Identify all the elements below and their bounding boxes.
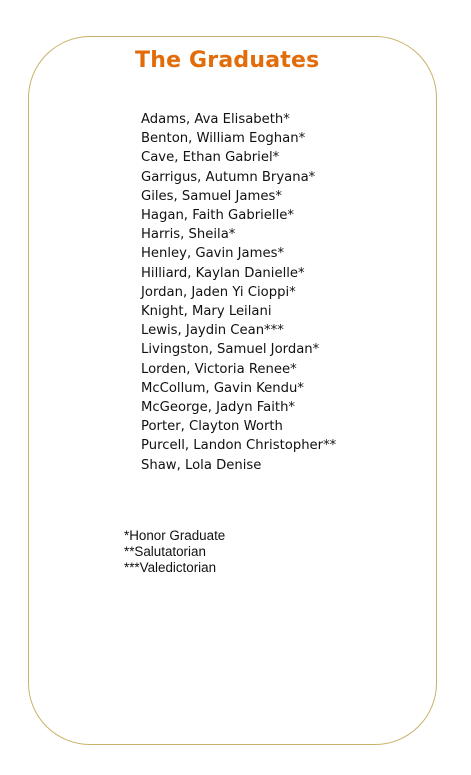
legend-valedictorian: ***Valedictorian: [124, 560, 217, 575]
list-item: Lorden, Victoria Renee*: [141, 361, 297, 377]
list-item: Giles, Samuel James*: [141, 188, 282, 204]
list-item: Shaw, Lola Denise: [141, 457, 262, 473]
list-item: Hagan, Faith Gabrielle*: [141, 208, 294, 224]
list-item: Garrigus, Autumn Bryana*: [141, 169, 316, 185]
legend-honor-graduate: *Honor Graduate: [124, 528, 226, 543]
list-item: Livingston, Samuel Jordan*: [141, 342, 320, 358]
list-item: McGeorge, Jadyn Faith*: [141, 400, 296, 416]
honors-legend: [124, 528, 225, 576]
list-item: Harris, Sheila*: [141, 227, 236, 243]
legend-salutatorian: **Salutatorian: [124, 544, 206, 559]
list-item: Hilliard, Kaylan Danielle*: [141, 265, 305, 281]
list-item: Knight, Mary Leilani: [141, 304, 272, 320]
list-item: Cave, Ethan Gabriel*: [141, 150, 280, 166]
list-item: Jordan, Jaden Yi Cioppi*: [141, 284, 296, 300]
list-item: Purcell, Landon Christopher**: [141, 438, 337, 454]
list-item: Henley, Gavin James*: [141, 246, 285, 262]
list-item: Benton, William Eoghan*: [141, 131, 306, 147]
list-item: Lewis, Jaydin Cean***: [141, 323, 284, 339]
list-item: Adams, Ava Elisabeth*: [141, 112, 290, 127]
page-title: The Graduates: [135, 48, 320, 73]
graduate-list: [141, 110, 336, 475]
list-item: McCollum, Gavin Kendu*: [141, 380, 304, 396]
list-item: Porter, Clayton Worth: [141, 419, 283, 435]
